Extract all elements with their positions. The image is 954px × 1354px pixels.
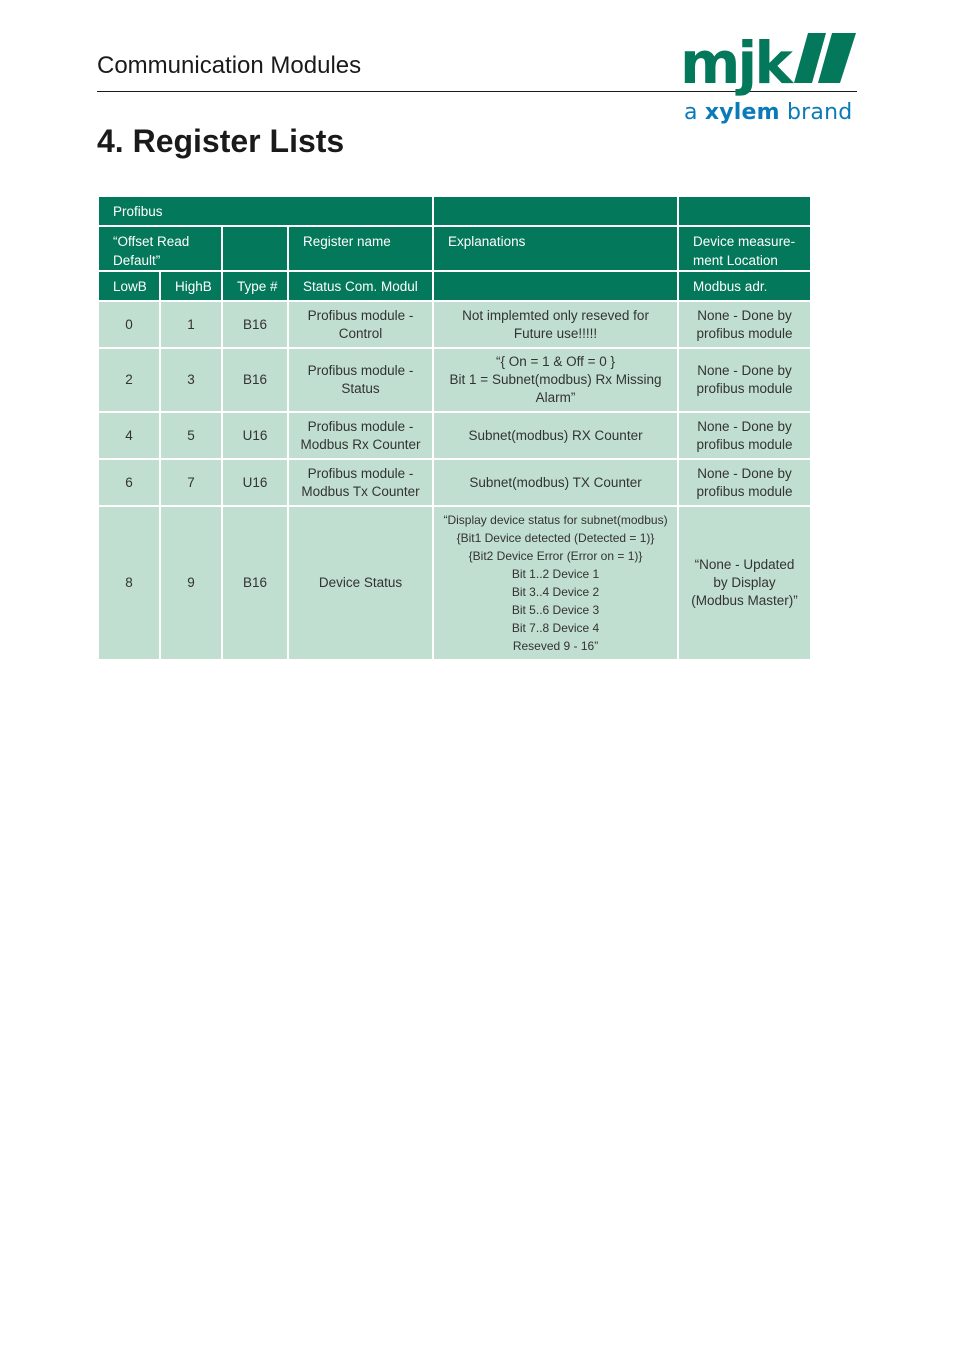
explanation-cell-line: Reseved 9 - 16”	[512, 639, 599, 653]
tagline-brand: xylem	[704, 100, 780, 125]
location-cell-line: profibus module	[696, 483, 793, 499]
location-cell-line: profibus module	[696, 381, 793, 396]
register-name-cell-line: Profibus module -	[307, 307, 414, 323]
highb-cell: 3	[160, 348, 222, 412]
location-cell-line: None - Done by	[697, 363, 792, 378]
explanation-cell-line: “{ On = 1 & Off = 0 }	[495, 354, 616, 369]
table-row	[98, 506, 811, 660]
location-cell-line: None - Done by	[697, 465, 792, 481]
register-name-cell	[288, 412, 433, 459]
explanation-cell-line: “Display device status for subnet(modbus)	[443, 513, 668, 527]
explanation-cell-line: Not implemted only reseved for	[462, 307, 649, 323]
explanation-cell-line: {Bit1 Device detected (Detected = 1)}	[456, 531, 655, 545]
mjk-logo-mark	[680, 31, 860, 101]
location-cell-line: “None - Updated	[694, 557, 795, 572]
header-blank-type	[222, 226, 288, 271]
header-blank-location	[678, 196, 811, 226]
type-cell: B16	[222, 301, 288, 348]
header-row-sub	[98, 271, 811, 301]
location-cell-line: None - Done by	[697, 418, 792, 434]
register-name-cell	[288, 459, 433, 506]
highb-cell: 7	[160, 459, 222, 506]
location-cell	[678, 412, 811, 459]
register-name-cell	[288, 348, 433, 412]
location-cell-line: (Modbus Master)”	[691, 593, 798, 608]
register-name-cell-line: Modbus Tx Counter	[301, 483, 420, 499]
register-name-cell	[288, 506, 433, 660]
explanation-cell-line: Bit 1 = Subnet(modbus) Rx Missing	[449, 372, 662, 387]
register-name-cell-line: Status	[341, 381, 380, 396]
type-cell: U16	[222, 412, 288, 459]
location-cell	[678, 506, 811, 660]
location-cell-line: None - Done by	[697, 307, 792, 323]
lowb-cell: 4	[98, 412, 160, 459]
register-table	[97, 195, 812, 661]
highb-cell: 5	[160, 412, 222, 459]
location-cell-line: by Display	[713, 575, 776, 590]
explanations-header: Explanations	[433, 226, 678, 271]
status-header: Status Com. Modul	[288, 271, 433, 301]
register-name-cell-line: Modbus Rx Counter	[300, 436, 421, 452]
explanation-cell-line: {Bit2 Device Error (Error on = 1)}	[468, 549, 643, 563]
explanation-cell	[433, 412, 678, 459]
profibus-header: Profibus	[98, 196, 433, 226]
register-name-cell-line: Profibus module -	[307, 363, 414, 378]
explanation-cell-line: Future use!!!!!	[513, 325, 598, 341]
highb-cell: 1	[160, 301, 222, 348]
device-location-header: Device measure-ment Location	[678, 226, 811, 271]
logo-tagline	[684, 100, 852, 125]
explanation-cell	[433, 348, 678, 412]
type-cell: B16	[222, 506, 288, 660]
register-table-body	[98, 301, 811, 660]
type-cell: U16	[222, 459, 288, 506]
lowb-cell: 0	[98, 301, 160, 348]
type-header: Type #	[222, 271, 288, 301]
explanation-cell	[433, 506, 678, 660]
table-row	[98, 348, 811, 412]
explanation-cell-line: Bit 5..6 Device 3	[511, 603, 600, 617]
header-row-profibus	[98, 196, 811, 226]
table-row	[98, 412, 811, 459]
register-name-cell-line: Control	[338, 325, 383, 341]
section-title: Communication Modules	[97, 52, 362, 79]
explanation-cell-line: Bit 3..4 Device 2	[511, 585, 600, 599]
logo-wordmark: mjk	[680, 31, 790, 97]
table-row	[98, 459, 811, 506]
table-row	[98, 301, 811, 348]
lowb-cell: 6	[98, 459, 160, 506]
type-cell: B16	[222, 348, 288, 412]
location-cell-line: profibus module	[696, 436, 793, 452]
header-blank-sub	[433, 271, 678, 301]
header-row-columns	[98, 226, 811, 271]
location-cell-line: profibus module	[696, 325, 793, 341]
explanation-cell-line: Bit 7..8 Device 4	[511, 621, 600, 635]
page-title: 4. Register Lists	[97, 123, 345, 159]
highb-cell: 9	[160, 506, 222, 660]
explanation-cell-line: Alarm”	[535, 390, 576, 405]
location-cell	[678, 459, 811, 506]
tagline-prefix: a	[684, 100, 705, 125]
register-name-header: Register name	[288, 226, 433, 271]
register-name-cell-line: Profibus module -	[307, 418, 414, 434]
location-cell	[678, 348, 811, 412]
tagline-suffix: brand	[779, 100, 853, 125]
register-name-cell-line: Profibus module -	[307, 465, 414, 481]
location-cell	[678, 301, 811, 348]
explanation-cell-line: Subnet(modbus) RX Counter	[468, 427, 643, 443]
modbus-header: Modbus adr.	[678, 271, 811, 301]
lowb-cell: 8	[98, 506, 160, 660]
explanation-cell-line: Subnet(modbus) TX Counter	[469, 474, 642, 490]
highb-header: HighB	[160, 271, 222, 301]
lowb-cell: 2	[98, 348, 160, 412]
lowb-header: LowB	[98, 271, 160, 301]
explanation-cell	[433, 459, 678, 506]
offset-header: “Offset Read Default”	[98, 226, 222, 271]
explanation-cell-line: Bit 1..2 Device 1	[511, 567, 600, 581]
header-blank-explanations	[433, 196, 678, 226]
register-name-cell	[288, 301, 433, 348]
register-name-cell-line: Device Status	[318, 575, 403, 590]
explanation-cell	[433, 301, 678, 348]
